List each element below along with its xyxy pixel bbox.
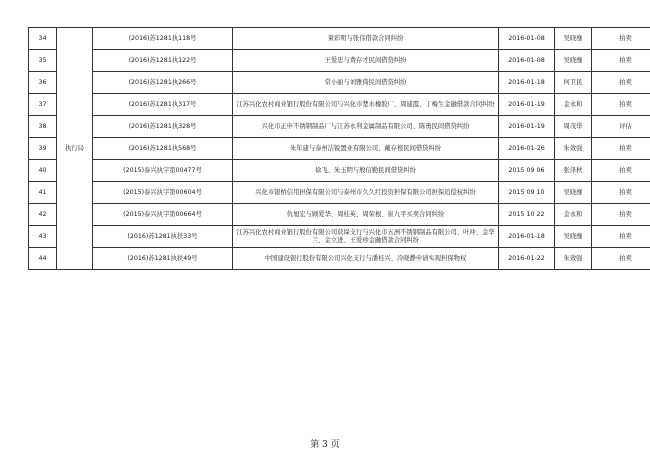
case-date: 2016-01-19 bbox=[499, 94, 555, 116]
case-table bbox=[28, 27, 650, 270]
case-number: (2015)泰兴执字第00477号 bbox=[93, 160, 233, 182]
case-handler: 吴晓靡 bbox=[555, 182, 592, 204]
case-date: 2016-01-22 bbox=[499, 248, 555, 270]
case-handler: 吴晓靡 bbox=[555, 28, 592, 50]
case-handler: 周茂华 bbox=[555, 116, 592, 138]
case-description: 朱年建与泰州洁锐置业有限公司、戴存根民间借贷纠纷 bbox=[233, 138, 499, 160]
table-row bbox=[29, 226, 650, 248]
case-number: (2016)苏1281执扶49号 bbox=[93, 248, 233, 270]
table-row bbox=[29, 182, 650, 204]
page-number: 第 3 页 bbox=[310, 440, 340, 450]
disposal-method: 拍卖 bbox=[592, 204, 650, 226]
row-number: 36 bbox=[29, 72, 57, 94]
case-description: 兴化市正申不锈钢制品厂与江苏永利金属制品有限公司、陈勇民间借贷纠纷 bbox=[233, 116, 499, 138]
table-row bbox=[29, 248, 650, 270]
row-number: 44 bbox=[29, 248, 57, 270]
row-number: 39 bbox=[29, 138, 57, 160]
disposal-method: 评估 bbox=[592, 116, 650, 138]
row-number: 38 bbox=[29, 116, 57, 138]
row-number: 42 bbox=[29, 204, 57, 226]
case-date: 2016-01-08 bbox=[499, 50, 555, 72]
row-number: 43 bbox=[29, 226, 57, 248]
case-description: 仇旭宏与顾爱华、周桂英、周荣根、崔九平买卖合同纠纷 bbox=[233, 204, 499, 226]
row-number: 34 bbox=[29, 28, 57, 50]
case-handler: 金永和 bbox=[555, 204, 592, 226]
table-row bbox=[29, 160, 650, 182]
case-number: (2015)泰兴执字第00604号 bbox=[93, 182, 233, 204]
table-row bbox=[29, 138, 650, 160]
case-description: 中国建设银行股份有限公司兴化支行与潘桂兴、冷晓静申请实现担保物权 bbox=[233, 248, 499, 270]
disposal-method: 拍卖 bbox=[592, 226, 650, 248]
case-handler: 金永和 bbox=[555, 94, 592, 116]
case-description: 束彩明与张伟借款合同纠纷 bbox=[233, 28, 499, 50]
disposal-method: 拍卖 bbox=[592, 28, 650, 50]
row-number: 35 bbox=[29, 50, 57, 72]
disposal-method: 拍卖 bbox=[592, 94, 650, 116]
case-date: 2015 09 10 bbox=[499, 182, 555, 204]
row-number: 41 bbox=[29, 182, 57, 204]
case-handler: 吴晓靡 bbox=[555, 226, 592, 248]
case-description: 王爱忠与费存才民间借贷纠纷 bbox=[233, 50, 499, 72]
case-number: (2016)苏1281执328号 bbox=[93, 116, 233, 138]
disposal-method: 拍卖 bbox=[592, 160, 650, 182]
disposal-method: 拍卖 bbox=[592, 50, 650, 72]
disposal-method: 拍卖 bbox=[592, 72, 650, 94]
case-handler: 吴晓靡 bbox=[555, 50, 592, 72]
case-date: 2015 10 22 bbox=[499, 204, 555, 226]
case-date: 2016-01-08 bbox=[499, 28, 555, 50]
table-row bbox=[29, 204, 650, 226]
case-number: (2015)泰兴执字第00664号 bbox=[93, 204, 233, 226]
table-row bbox=[29, 28, 650, 50]
org-cell: 执行局 bbox=[57, 28, 93, 270]
case-number: (2016)苏1281执扶33号 bbox=[93, 226, 233, 248]
case-date: 2016-01-19 bbox=[499, 116, 555, 138]
case-description: 常小丽与刘雅倚民间借贷纠纷 bbox=[233, 72, 499, 94]
case-date: 2016-01-18 bbox=[499, 72, 555, 94]
case-handler: 朱效强 bbox=[555, 138, 592, 160]
case-table-body bbox=[29, 28, 650, 270]
case-date: 2015 09 06 bbox=[499, 160, 555, 182]
case-description: 江苏兴化农村商业银行股份有限公司与兴化市楚水橡胶厂、周建霞、丁梅生金融借款合同纠纷 bbox=[233, 94, 499, 116]
case-number: (2016)苏1281执568号 bbox=[93, 138, 233, 160]
row-number: 40 bbox=[29, 160, 57, 182]
disposal-method: 拍卖 bbox=[592, 138, 650, 160]
case-handler: 张泽秋 bbox=[555, 160, 592, 182]
case-date: 2016-01-26 bbox=[499, 138, 555, 160]
case-handler: 朱效强 bbox=[555, 248, 592, 270]
table-row bbox=[29, 116, 650, 138]
case-number: (2016)苏1281执118号 bbox=[93, 28, 233, 50]
disposal-method: 拍卖 bbox=[592, 182, 650, 204]
disposal-method: 拍卖 bbox=[592, 248, 650, 270]
row-number: 37 bbox=[29, 94, 57, 116]
case-number: (2016)苏1281执317号 bbox=[93, 94, 233, 116]
case-handler: 何卫民 bbox=[555, 72, 592, 94]
case-date: 2016-01-18 bbox=[499, 226, 555, 248]
table-row bbox=[29, 50, 650, 72]
case-number: (2016)苏1281执122号 bbox=[93, 50, 233, 72]
case-description: 徐飞、朱玉明与殷信勤民间借贷纠纷 bbox=[233, 160, 499, 182]
case-number: (2016)苏1281执266号 bbox=[93, 72, 233, 94]
case-description: 兴化市银桥信用担保有限公司与泰州市久久红投资担保有限公司担保追偿权纠纷 bbox=[233, 182, 499, 204]
table-row bbox=[29, 94, 650, 116]
table-row bbox=[29, 72, 650, 94]
case-description: 江苏兴化农村商业银行股份有限公司获垛支行与兴化市五洲不锈钢制品有限公司、叶冲、金华兰、金立进、王爱珍金融借款合同纠纷 bbox=[233, 226, 499, 248]
